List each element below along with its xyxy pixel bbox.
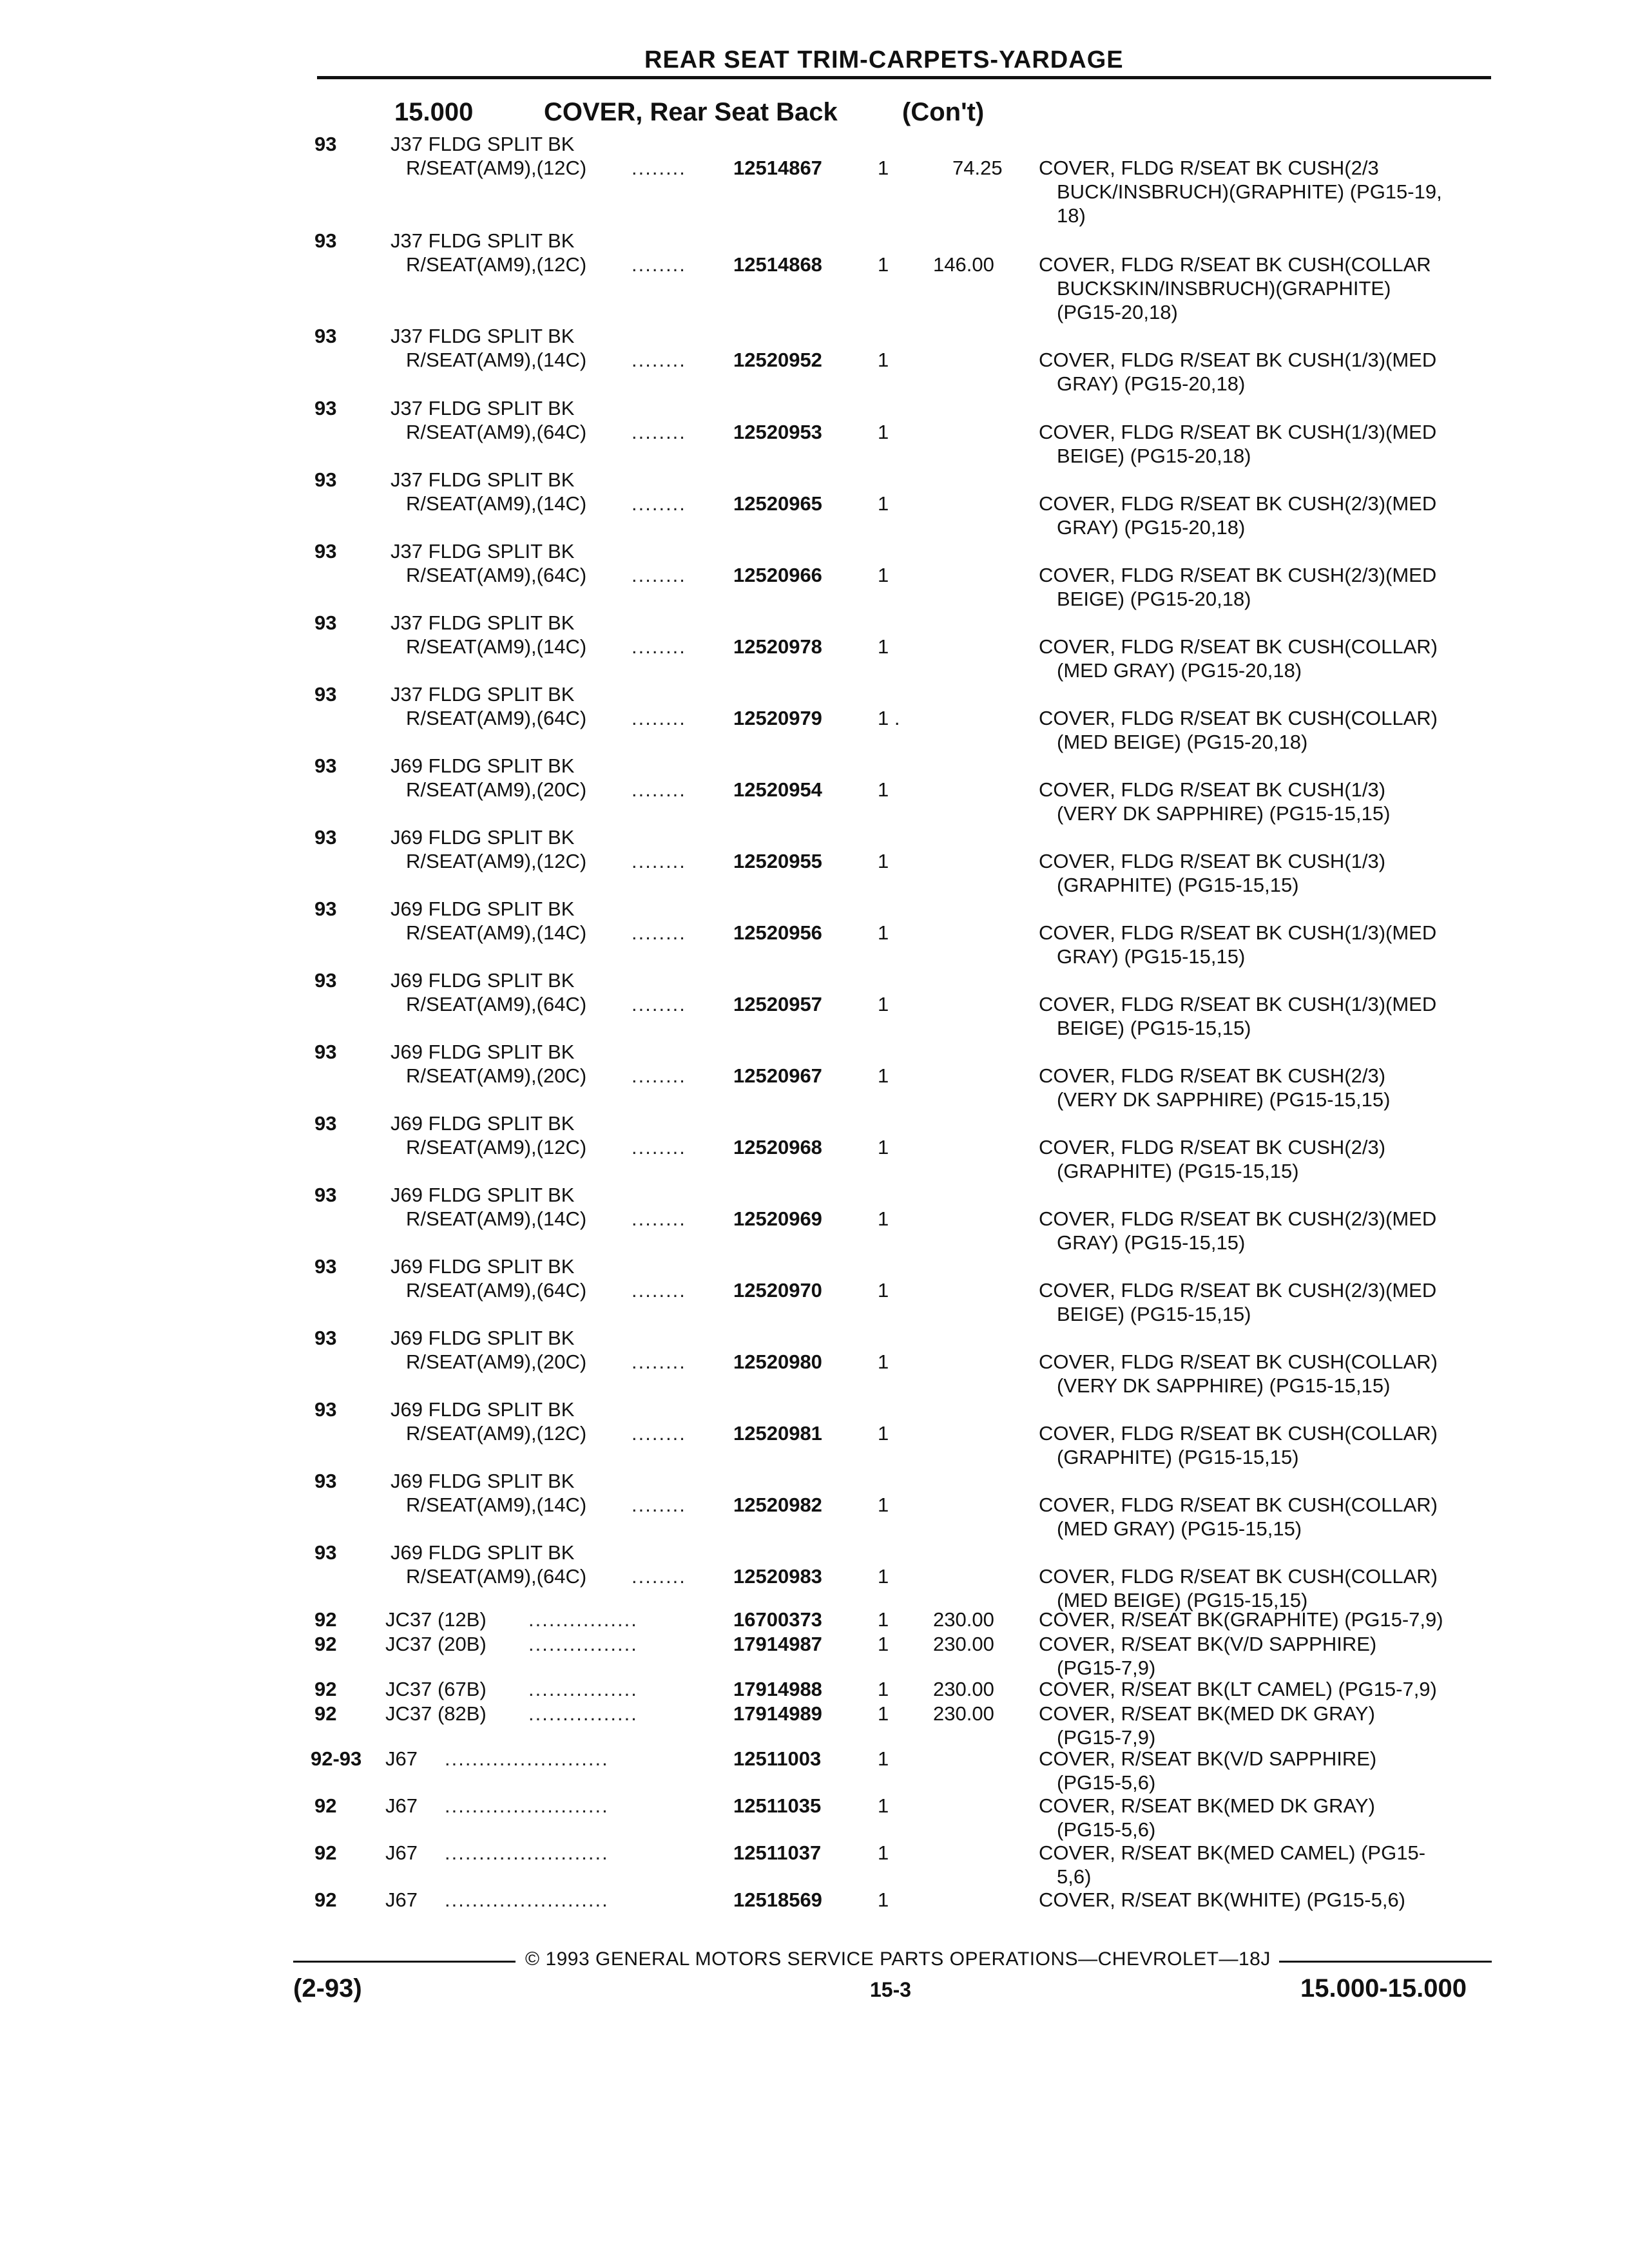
description-line: BUCKSKIN/INSBRUCH)(GRAPHITE) bbox=[1057, 277, 1391, 300]
model-line: J69 FLDG SPLIT BK bbox=[390, 1470, 575, 1492]
leader-dots: ........ bbox=[631, 1279, 686, 1302]
model-year: 92 bbox=[314, 1794, 337, 1817]
part-number: 17914989 bbox=[733, 1702, 822, 1725]
description-line: COVER, FLDG R/SEAT BK CUSH(2/3)(MED bbox=[1039, 564, 1437, 586]
model-line: J69 FLDG SPLIT BK bbox=[390, 754, 575, 777]
model-year: 93 bbox=[314, 1255, 337, 1278]
model-detail: R/SEAT(AM9),(14C) bbox=[406, 492, 587, 515]
leader-dots: ........ bbox=[631, 993, 686, 1015]
leader-dots: ................ bbox=[528, 1633, 638, 1655]
footer-date: (2-93) bbox=[293, 1974, 362, 2003]
quantity: 1 bbox=[878, 921, 889, 944]
model-year: 93 bbox=[314, 898, 337, 920]
model-detail: R/SEAT(AM9),(12C) bbox=[406, 1136, 587, 1158]
quantity: 1 bbox=[878, 1494, 889, 1516]
leader-dots: ........................ bbox=[445, 1888, 609, 1911]
leader-dots: ........ bbox=[631, 850, 686, 872]
description-line: BEIGE) (PG15-20,18) bbox=[1057, 445, 1251, 467]
leader-dots: ........ bbox=[631, 157, 686, 179]
leader-dots: ................ bbox=[528, 1702, 638, 1725]
model-detail: R/SEAT(AM9),(14C) bbox=[406, 1207, 587, 1230]
model-line: J69 FLDG SPLIT BK bbox=[390, 1541, 575, 1564]
leader-dots: ........ bbox=[631, 707, 686, 729]
model-year: 93 bbox=[314, 325, 337, 347]
model-line: JC37 (82B) bbox=[385, 1702, 487, 1725]
model-line: JC37 (67B) bbox=[385, 1678, 487, 1700]
description-line: COVER, FLDG R/SEAT BK CUSH(1/3)(MED bbox=[1039, 421, 1437, 443]
leader-dots: ........................ bbox=[445, 1841, 609, 1864]
part-number: 12520967 bbox=[733, 1064, 822, 1087]
model-line: J69 FLDG SPLIT BK bbox=[390, 1255, 575, 1278]
description-line: COVER, R/SEAT BK(LT CAMEL) (PG15-7,9) bbox=[1039, 1678, 1437, 1700]
quantity: 1 bbox=[878, 1207, 889, 1230]
part-number: 16700373 bbox=[733, 1608, 822, 1631]
leader-dots: ........ bbox=[631, 921, 686, 944]
description-line: COVER, R/SEAT BK(V/D SAPPHIRE) bbox=[1039, 1633, 1377, 1655]
leader-dots: ........ bbox=[631, 253, 686, 276]
description-line: (PG15-7,9) bbox=[1057, 1726, 1156, 1749]
quantity: 1 bbox=[878, 1608, 889, 1631]
description-line: (GRAPHITE) (PG15-15,15) bbox=[1057, 1160, 1299, 1182]
description-line: COVER, R/SEAT BK(MED DK GRAY) bbox=[1039, 1702, 1375, 1725]
leader-dots: ........ bbox=[631, 1207, 686, 1230]
description-line: (VERY DK SAPPHIRE) (PG15-15,15) bbox=[1057, 1374, 1391, 1397]
part-number: 12511037 bbox=[733, 1841, 822, 1864]
description-line: COVER, R/SEAT BK(V/D SAPPHIRE) bbox=[1039, 1747, 1377, 1770]
description-line: COVER, R/SEAT BK(MED CAMEL) (PG15- bbox=[1039, 1841, 1426, 1864]
leader-dots: ........ bbox=[631, 1565, 686, 1588]
model-year: 93 bbox=[314, 1398, 337, 1421]
leader-dots: ........ bbox=[631, 1422, 686, 1445]
part-number: 12520979 bbox=[733, 707, 822, 729]
description-line: (GRAPHITE) (PG15-15,15) bbox=[1057, 874, 1299, 896]
description-line: COVER, FLDG R/SEAT BK CUSH(1/3)(MED bbox=[1039, 993, 1437, 1015]
part-number: 12520970 bbox=[733, 1279, 822, 1302]
description-line: (MED GRAY) (PG15-20,18) bbox=[1057, 659, 1302, 682]
part-number: 12520952 bbox=[733, 349, 822, 371]
model-line: JC37 (20B) bbox=[385, 1633, 487, 1655]
model-line: J67 bbox=[385, 1747, 418, 1770]
model-line: J67 bbox=[385, 1888, 418, 1911]
model-detail: R/SEAT(AM9),(64C) bbox=[406, 564, 587, 586]
model-detail: R/SEAT(AM9),(14C) bbox=[406, 349, 587, 371]
model-detail: R/SEAT(AM9),(64C) bbox=[406, 707, 587, 729]
description-line: 18) bbox=[1057, 204, 1086, 227]
quantity: 1 bbox=[878, 635, 889, 658]
price: 230.00 bbox=[933, 1678, 994, 1700]
model-year: 93 bbox=[314, 397, 337, 419]
model-year: 92 bbox=[314, 1702, 337, 1725]
quantity: 1 bbox=[878, 157, 889, 179]
part-number: 12520965 bbox=[733, 492, 822, 515]
leader-dots: ........ bbox=[631, 1350, 686, 1373]
footer-page-number: 15-3 bbox=[870, 1978, 912, 2001]
quantity: 1 bbox=[878, 1678, 889, 1700]
description-line: (PG15-5,6) bbox=[1057, 1818, 1156, 1841]
quantity: 1 bbox=[878, 1279, 889, 1302]
description-line: COVER, FLDG R/SEAT BK CUSH(2/3 bbox=[1039, 157, 1379, 179]
model-detail: R/SEAT(AM9),(12C) bbox=[406, 253, 587, 276]
part-number: 12520956 bbox=[733, 921, 822, 944]
footer-rule-left bbox=[293, 1961, 516, 1963]
quantity: 1 bbox=[878, 421, 889, 443]
quantity: 1 bbox=[878, 1747, 889, 1770]
model-year: 93 bbox=[314, 969, 337, 992]
description-line: (MED BEIGE) (PG15-20,18) bbox=[1057, 731, 1308, 753]
description-line: 5,6) bbox=[1057, 1865, 1092, 1888]
model-line: J67 bbox=[385, 1794, 418, 1817]
model-line: J37 FLDG SPLIT BK bbox=[390, 325, 575, 347]
model-year: 92-93 bbox=[311, 1747, 362, 1770]
description-line: GRAY) (PG15-15,15) bbox=[1057, 1231, 1246, 1254]
model-line: J37 FLDG SPLIT BK bbox=[390, 133, 575, 155]
quantity: 1 bbox=[878, 1888, 889, 1911]
section-number: 15.000 bbox=[394, 98, 474, 126]
model-year: 93 bbox=[314, 1112, 337, 1135]
model-line: J69 FLDG SPLIT BK bbox=[390, 1041, 575, 1063]
model-line: JC37 (12B) bbox=[385, 1608, 487, 1631]
part-number: 12520981 bbox=[733, 1422, 822, 1445]
part-number: 12520982 bbox=[733, 1494, 822, 1516]
quantity: 1 bbox=[878, 1841, 889, 1864]
description-line: GRAY) (PG15-15,15) bbox=[1057, 945, 1246, 968]
description-line: COVER, FLDG R/SEAT BK CUSH(COLLAR) bbox=[1039, 1494, 1438, 1516]
description-line: (PG15-7,9) bbox=[1057, 1657, 1156, 1679]
model-line: J37 FLDG SPLIT BK bbox=[390, 611, 575, 634]
part-number: 12520980 bbox=[733, 1350, 822, 1373]
quantity: 1 bbox=[878, 253, 889, 276]
leader-dots: ................ bbox=[528, 1608, 638, 1631]
quantity: 1 bbox=[878, 564, 889, 586]
model-line: J69 FLDG SPLIT BK bbox=[390, 898, 575, 920]
model-detail: R/SEAT(AM9),(14C) bbox=[406, 1494, 587, 1516]
model-detail: R/SEAT(AM9),(12C) bbox=[406, 850, 587, 872]
description-line: (MED BEIGE) (PG15-15,15) bbox=[1057, 1589, 1308, 1611]
part-number: 12511003 bbox=[733, 1747, 822, 1770]
model-year: 93 bbox=[314, 229, 337, 252]
leader-dots: ........................ bbox=[445, 1794, 609, 1817]
model-line: J69 FLDG SPLIT BK bbox=[390, 826, 575, 849]
description-line: COVER, FLDG R/SEAT BK CUSH(1/3) bbox=[1039, 850, 1386, 872]
price: 230.00 bbox=[933, 1633, 994, 1655]
description-line: COVER, R/SEAT BK(WHITE) (PG15-5,6) bbox=[1039, 1888, 1406, 1911]
description-line: COVER, FLDG R/SEAT BK CUSH(1/3) bbox=[1039, 778, 1386, 801]
quantity: 1 bbox=[878, 993, 889, 1015]
model-line: J37 FLDG SPLIT BK bbox=[390, 468, 575, 491]
part-number: 17914987 bbox=[733, 1633, 822, 1655]
quantity: 1 bbox=[878, 1633, 889, 1655]
leader-dots: ................ bbox=[528, 1678, 638, 1700]
model-detail: R/SEAT(AM9),(64C) bbox=[406, 993, 587, 1015]
quantity: 1 bbox=[878, 850, 889, 872]
description-line: BEIGE) (PG15-15,15) bbox=[1057, 1017, 1251, 1039]
model-year: 92 bbox=[314, 1888, 337, 1911]
description-line: (PG15-20,18) bbox=[1057, 301, 1178, 323]
description-line: COVER, FLDG R/SEAT BK CUSH(1/3)(MED bbox=[1039, 921, 1437, 944]
description-line: GRAY) (PG15-20,18) bbox=[1057, 372, 1246, 395]
model-year: 93 bbox=[314, 1470, 337, 1492]
model-detail: R/SEAT(AM9),(20C) bbox=[406, 778, 587, 801]
description-line: COVER, FLDG R/SEAT BK CUSH(2/3)(MED bbox=[1039, 1207, 1437, 1230]
footer-section-range: 15.000-15.000 bbox=[1300, 1974, 1467, 2003]
quantity: 1 bbox=[878, 778, 889, 801]
leader-dots: ........ bbox=[631, 492, 686, 515]
model-year: 92 bbox=[314, 1608, 337, 1631]
model-year: 93 bbox=[314, 683, 337, 706]
leader-dots: ........ bbox=[631, 564, 686, 586]
description-line: BEIGE) (PG15-20,18) bbox=[1057, 588, 1251, 610]
model-year: 93 bbox=[314, 1041, 337, 1063]
part-number: 12520955 bbox=[733, 850, 822, 872]
part-number: 12520957 bbox=[733, 993, 822, 1015]
description-line: COVER, FLDG R/SEAT BK CUSH(1/3)(MED bbox=[1039, 349, 1437, 371]
quantity: 1 bbox=[878, 492, 889, 515]
part-number: 12520978 bbox=[733, 635, 822, 658]
leader-dots: ........ bbox=[631, 1136, 686, 1158]
description-line: COVER, R/SEAT BK(MED DK GRAY) bbox=[1039, 1794, 1375, 1817]
description-line: COVER, FLDG R/SEAT BK CUSH(COLLAR) bbox=[1039, 707, 1438, 729]
model-detail: R/SEAT(AM9),(64C) bbox=[406, 1279, 587, 1302]
model-line: J37 FLDG SPLIT BK bbox=[390, 683, 575, 706]
footer-rule-right bbox=[1279, 1961, 1492, 1963]
description-line: COVER, R/SEAT BK(GRAPHITE) (PG15-7,9) bbox=[1039, 1608, 1443, 1631]
leader-dots: ........ bbox=[631, 1494, 686, 1516]
description-line: BEIGE) (PG15-15,15) bbox=[1057, 1303, 1251, 1325]
model-year: 93 bbox=[314, 754, 337, 777]
part-number: 12514868 bbox=[733, 253, 822, 276]
model-year: 93 bbox=[314, 468, 337, 491]
quantity: 1 bbox=[878, 1565, 889, 1588]
part-number: 12520968 bbox=[733, 1136, 822, 1158]
description-line: COVER, FLDG R/SEAT BK CUSH(2/3) bbox=[1039, 1136, 1386, 1158]
quantity: 1 bbox=[878, 1794, 889, 1817]
description-line: COVER, FLDG R/SEAT BK CUSH(COLLAR) bbox=[1039, 1422, 1438, 1445]
model-year: 92 bbox=[314, 1678, 337, 1700]
description-line: (VERY DK SAPPHIRE) (PG15-15,15) bbox=[1057, 1088, 1391, 1111]
leader-dots: ........ bbox=[631, 1064, 686, 1087]
leader-dots: ........ bbox=[631, 778, 686, 801]
description-line: COVER, FLDG R/SEAT BK CUSH(COLLAR) bbox=[1039, 1350, 1438, 1373]
description-line: (GRAPHITE) (PG15-15,15) bbox=[1057, 1446, 1299, 1468]
model-year: 92 bbox=[314, 1633, 337, 1655]
model-year: 93 bbox=[314, 1184, 337, 1206]
quantity: 1 bbox=[878, 1422, 889, 1445]
model-line: J69 FLDG SPLIT BK bbox=[390, 1398, 575, 1421]
quantity: 1 . bbox=[878, 707, 900, 729]
footer-copyright: © 1993 GENERAL MOTORS SERVICE PARTS OPERATIONS—CHEVROLET—18J bbox=[525, 1948, 1271, 1970]
model-detail: R/SEAT(AM9),(64C) bbox=[406, 421, 587, 443]
model-year: 93 bbox=[314, 826, 337, 849]
part-number: 12520953 bbox=[733, 421, 822, 443]
model-year: 93 bbox=[314, 1327, 337, 1349]
part-number: 17914988 bbox=[733, 1678, 822, 1700]
model-line: J37 FLDG SPLIT BK bbox=[390, 397, 575, 419]
description-line: (MED GRAY) (PG15-15,15) bbox=[1057, 1517, 1302, 1540]
part-number: 12520983 bbox=[733, 1565, 822, 1588]
page-title: REAR SEAT TRIM-CARPETS-YARDAGE bbox=[644, 46, 1124, 73]
description-line: COVER, FLDG R/SEAT BK CUSH(COLLAR bbox=[1039, 253, 1431, 276]
model-year: 92 bbox=[314, 1841, 337, 1864]
price: 230.00 bbox=[933, 1608, 994, 1631]
model-line: J69 FLDG SPLIT BK bbox=[390, 1112, 575, 1135]
description-line: COVER, FLDG R/SEAT BK CUSH(COLLAR) bbox=[1039, 635, 1438, 658]
quantity: 1 bbox=[878, 1350, 889, 1373]
model-detail: R/SEAT(AM9),(20C) bbox=[406, 1064, 587, 1087]
part-number: 12520966 bbox=[733, 564, 822, 586]
model-detail: R/SEAT(AM9),(12C) bbox=[406, 1422, 587, 1445]
part-number: 12520969 bbox=[733, 1207, 822, 1230]
description-line: (PG15-5,6) bbox=[1057, 1771, 1156, 1794]
model-line: J37 FLDG SPLIT BK bbox=[390, 540, 575, 562]
part-number: 12511035 bbox=[733, 1794, 822, 1817]
price: 230.00 bbox=[933, 1702, 994, 1725]
model-detail: R/SEAT(AM9),(64C) bbox=[406, 1565, 587, 1588]
description-line: GRAY) (PG15-20,18) bbox=[1057, 516, 1246, 539]
model-year: 93 bbox=[314, 540, 337, 562]
quantity: 1 bbox=[878, 349, 889, 371]
model-year: 93 bbox=[314, 133, 337, 155]
section-title: COVER, Rear Seat Back bbox=[544, 98, 838, 126]
model-year: 93 bbox=[314, 1541, 337, 1564]
leader-dots: ........................ bbox=[445, 1747, 609, 1770]
model-detail: R/SEAT(AM9),(12C) bbox=[406, 157, 587, 179]
model-line: J69 FLDG SPLIT BK bbox=[390, 1184, 575, 1206]
model-detail: R/SEAT(AM9),(14C) bbox=[406, 635, 587, 658]
price: 146.00 bbox=[933, 253, 994, 276]
leader-dots: ........ bbox=[631, 349, 686, 371]
section-continued: (Con't) bbox=[902, 98, 985, 126]
description-line: COVER, FLDG R/SEAT BK CUSH(2/3)(MED bbox=[1039, 1279, 1437, 1302]
price: 74.25 bbox=[952, 157, 1003, 179]
part-number: 12514867 bbox=[733, 157, 822, 179]
quantity: 1 bbox=[878, 1136, 889, 1158]
description-line: COVER, FLDG R/SEAT BK CUSH(COLLAR) bbox=[1039, 1565, 1438, 1588]
leader-dots: ........ bbox=[631, 421, 686, 443]
model-detail: R/SEAT(AM9),(20C) bbox=[406, 1350, 587, 1373]
model-line: J37 FLDG SPLIT BK bbox=[390, 229, 575, 252]
model-line: J69 FLDG SPLIT BK bbox=[390, 1327, 575, 1349]
description-line: COVER, FLDG R/SEAT BK CUSH(2/3)(MED bbox=[1039, 492, 1437, 515]
quantity: 1 bbox=[878, 1702, 889, 1725]
model-line: J67 bbox=[385, 1841, 418, 1864]
model-detail: R/SEAT(AM9),(14C) bbox=[406, 921, 587, 944]
part-number: 12518569 bbox=[733, 1888, 822, 1911]
description-line: COVER, FLDG R/SEAT BK CUSH(2/3) bbox=[1039, 1064, 1386, 1087]
leader-dots: ........ bbox=[631, 635, 686, 658]
model-year: 93 bbox=[314, 611, 337, 634]
part-number: 12520954 bbox=[733, 778, 822, 801]
description-line: BUCK/INSBRUCH)(GRAPHITE) (PG15-19, bbox=[1057, 180, 1442, 203]
model-line: J69 FLDG SPLIT BK bbox=[390, 969, 575, 992]
description-line: (VERY DK SAPPHIRE) (PG15-15,15) bbox=[1057, 802, 1391, 825]
quantity: 1 bbox=[878, 1064, 889, 1087]
